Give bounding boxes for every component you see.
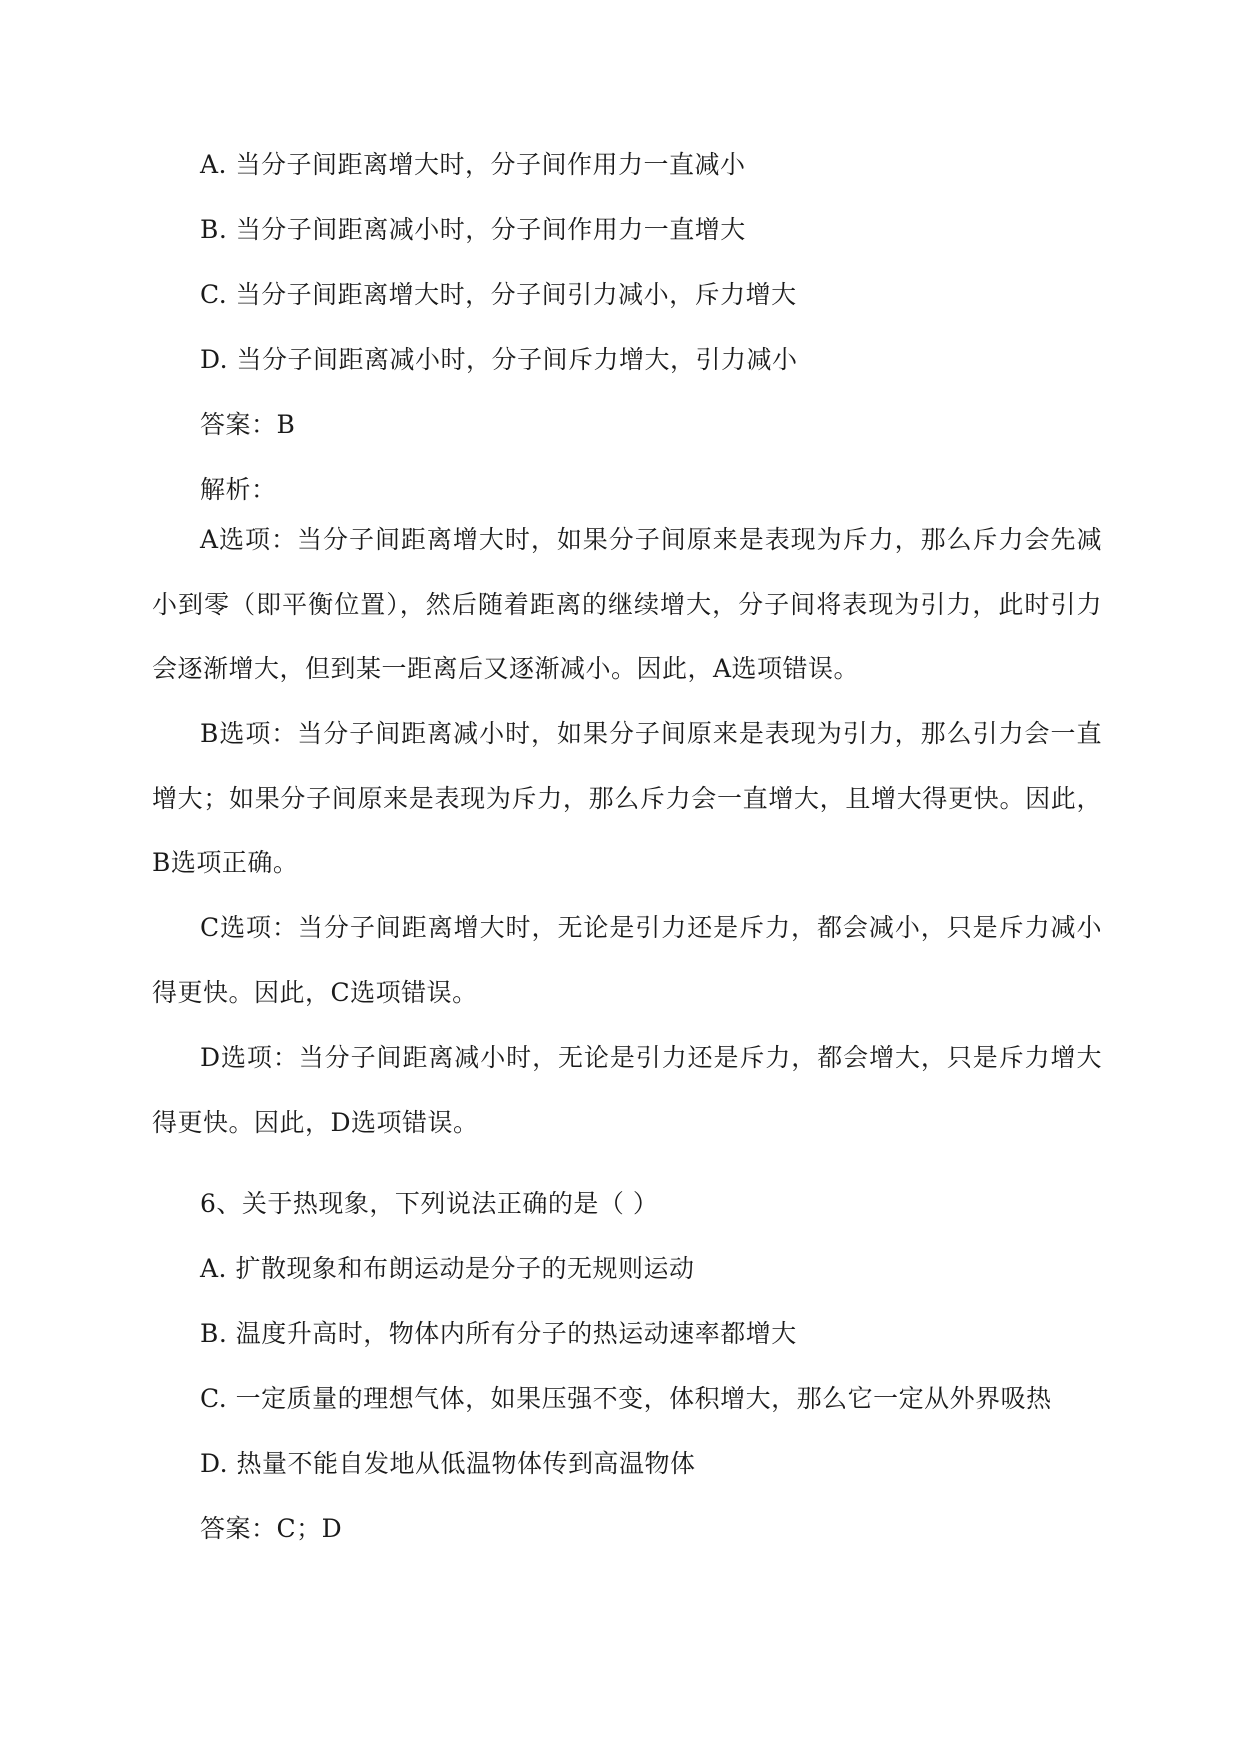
q5-option-c: C. 当分子间距离增大时，分子间引力减小，斥力增大 <box>200 280 797 309</box>
q5-analysis-d: D选项：当分子间距离减小时，无论是引力还是斥力，都会增大，只是斥力增大得更快。因此，D选项错误。 <box>152 1043 1102 1137</box>
q5-analysis-c: C选项：当分子间距离增大时，无论是引力还是斥力，都会减小，只是斥力减小得更快。因此，C选项错误。 <box>152 913 1102 1007</box>
q5-option-b: B. 当分子间距离减小时，分子间作用力一直增大 <box>200 215 746 244</box>
q6-option-b: B. 温度升高时，物体内所有分子的热运动速率都增大 <box>200 1319 797 1348</box>
q6-option-d: D. 热量不能自发地从低温物体传到高温物体 <box>200 1449 696 1478</box>
q5-option-d: D. 当分子间距离减小时，分子间斥力增大，引力减小 <box>200 345 798 374</box>
q6-option-c: C. 一定质量的理想气体，如果压强不变，体积增大，那么它一定从外界吸热 <box>200 1384 1052 1413</box>
q6-answer: 答案：C；D <box>200 1514 343 1543</box>
q5-answer: 答案：B <box>200 410 296 439</box>
q6-stem: 6、关于热现象，下列说法正确的是（ ） <box>200 1189 659 1218</box>
q5-option-a: A. 当分子间距离增大时，分子间作用力一直减小 <box>200 150 746 179</box>
q5-analysis-a: A选项：当分子间距离增大时，如果分子间原来是表现为斥力，那么斥力会先减小到零（即平衡位置），然后随着距离的继续增大，分子间将表现为引力，此时引力会逐渐增大，但到某一距离后又逐渐减小。因此，A选项错误。 <box>152 525 1102 683</box>
q5-analysis-label: 解析： <box>200 475 277 504</box>
q5-analysis-b: B选项：当分子间距离减小时，如果分子间原来是表现为引力，那么引力会一直增大；如果分子间原来是表现为斥力，那么斥力会一直增大，且增大得更快。因此，B选项正确。 <box>152 719 1102 877</box>
q6-option-a: A. 扩散现象和布朗运动是分子的无规则运动 <box>200 1254 695 1283</box>
